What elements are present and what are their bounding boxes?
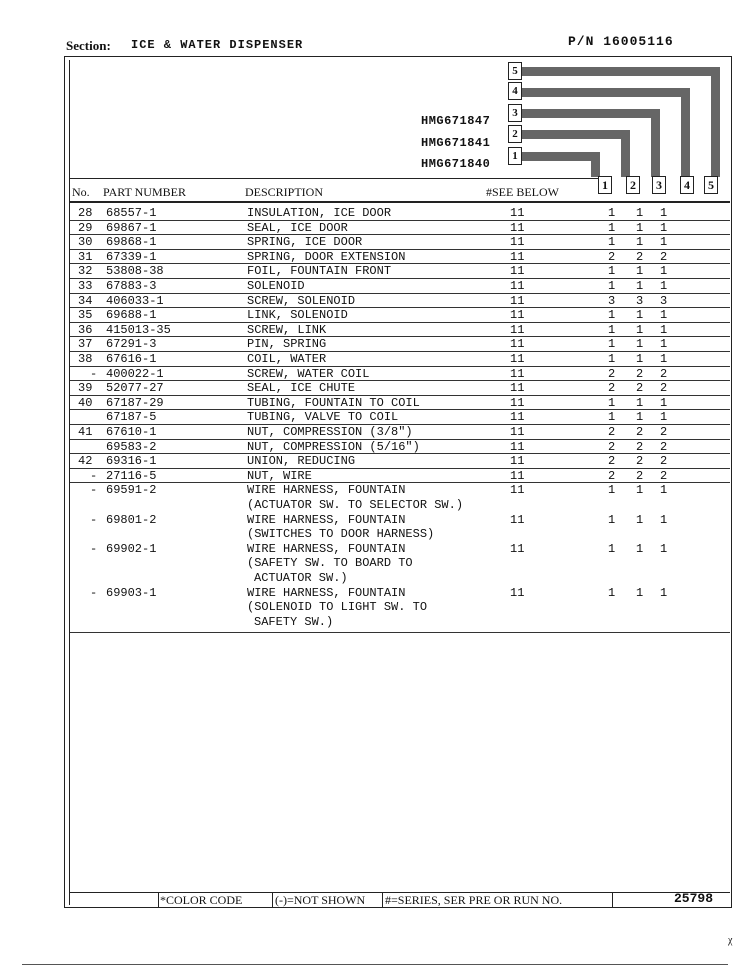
row-no: 37 <box>78 337 93 352</box>
connector-4-v <box>681 88 690 177</box>
row-part-number: 53808-38 <box>106 264 164 279</box>
row-qty-model-2: 1 <box>636 352 644 366</box>
row-no: - <box>90 468 98 483</box>
model-name-3: HMG671847 <box>421 114 491 128</box>
row-qty-model-1: 2 <box>608 425 616 439</box>
row-description-line: WIRE HARNESS, FOUNTAIN <box>247 541 406 556</box>
row-qty-model-3: 1 <box>660 541 668 556</box>
connector-5-h <box>522 67 720 76</box>
row-no: - <box>90 366 98 381</box>
row-series: 11 <box>510 541 525 556</box>
table-row <box>70 381 730 396</box>
row-part-number: 69583-2 <box>106 439 157 454</box>
row-qty-model-1: 1 <box>608 206 616 220</box>
table-row <box>70 206 730 221</box>
page-bottom-rule <box>22 964 728 965</box>
footer-color-code: *COLOR CODE <box>160 893 243 907</box>
row-part-number: 400022-1 <box>106 366 164 381</box>
row-qty-model-2: 2 <box>636 249 644 264</box>
row-series: 11 <box>510 425 525 439</box>
row-no: 30 <box>78 235 93 250</box>
row-description-line: SCREW, LINK <box>247 322 327 337</box>
row-qty-model-1: 2 <box>608 468 616 483</box>
row-qty-model-1: 2 <box>608 381 616 396</box>
row-qty-model-2: 1 <box>636 337 644 352</box>
row-no: - <box>90 585 98 600</box>
row-qty-model-3: 1 <box>660 512 668 527</box>
connector-5-v <box>711 67 720 177</box>
row-part-number: 68557-1 <box>106 206 157 220</box>
row-description-line: INSULATION, ICE DOOR <box>247 206 392 220</box>
table-row <box>70 250 730 265</box>
row-series: 11 <box>510 279 525 293</box>
row-series: 11 <box>510 235 525 250</box>
row-description-line: NUT, WIRE <box>247 468 312 483</box>
row-qty-model-2: 2 <box>636 439 644 454</box>
row-qty-model-1: 1 <box>608 337 616 352</box>
row-qty-model-2: 1 <box>636 220 644 235</box>
row-qty-model-1: 1 <box>608 235 616 250</box>
row-series: 11 <box>510 366 525 381</box>
row-part-number: 67187-5 <box>106 410 157 425</box>
table-row <box>70 440 730 455</box>
row-series: 11 <box>510 206 525 220</box>
row-description-line: ACTUATOR SW.) <box>254 570 348 585</box>
document-number: 25798 <box>674 891 714 906</box>
row-qty-model-1: 1 <box>608 410 616 425</box>
row-qty-model-1: 1 <box>608 264 616 279</box>
row-qty-model-2: 1 <box>636 308 644 323</box>
row-qty-model-1: 1 <box>608 512 616 527</box>
row-qty-model-2: 1 <box>636 235 644 250</box>
row-qty-model-2: 2 <box>636 425 644 439</box>
row-qty-model-3: 1 <box>660 264 668 279</box>
row-no: 36 <box>78 322 93 337</box>
row-qty-model-1: 2 <box>608 454 616 469</box>
row-qty-model-2: 1 <box>636 585 644 600</box>
model-box-2: 2 <box>508 125 522 143</box>
row-qty-model-2: 1 <box>636 206 644 220</box>
row-no: 31 <box>78 249 93 264</box>
row-no: 40 <box>78 395 93 410</box>
table-row <box>70 367 730 382</box>
row-description-line: SCREW, WATER COIL <box>247 366 370 381</box>
row-series: 11 <box>510 352 525 366</box>
row-no: 28 <box>78 206 93 220</box>
row-qty-model-3: 1 <box>660 410 668 425</box>
row-part-number: 67339-1 <box>106 249 157 264</box>
col-model-5: 5 <box>704 176 718 194</box>
row-description-line: TUBING, FOUNTAIN TO COIL <box>247 395 420 410</box>
header-rule <box>70 201 730 203</box>
row-no: 41 <box>78 425 93 439</box>
row-qty-model-2: 2 <box>636 468 644 483</box>
row-series: 11 <box>510 337 525 352</box>
row-no: 32 <box>78 264 93 279</box>
row-no: 29 <box>78 220 93 235</box>
row-qty-model-2: 2 <box>636 454 644 469</box>
col-see-below: #SEE BELOW <box>486 185 559 199</box>
row-part-number: 69801-2 <box>106 512 157 527</box>
row-part-number: 406033-1 <box>106 293 164 308</box>
row-series: 11 <box>510 410 525 425</box>
row-series: 11 <box>510 322 525 337</box>
row-series: 11 <box>510 395 525 410</box>
row-qty-model-2: 1 <box>636 483 644 498</box>
part-number-header: P/N 16005116 <box>568 34 674 49</box>
table-row <box>70 294 730 309</box>
row-qty-model-3: 2 <box>660 425 668 439</box>
row-description-line: (ACTUATOR SW. TO SELECTOR SW.) <box>247 497 464 512</box>
table-row <box>70 264 730 279</box>
col-model-1: 1 <box>598 176 612 194</box>
row-qty-model-1: 2 <box>608 249 616 264</box>
row-description-line: WIRE HARNESS, FOUNTAIN <box>247 585 406 600</box>
row-qty-model-1: 1 <box>608 352 616 366</box>
footer-sep-4 <box>612 893 613 908</box>
row-description-line: SPRING, ICE DOOR <box>247 235 363 250</box>
row-series: 11 <box>510 293 525 308</box>
row-description-line: TUBING, VALVE TO COIL <box>247 410 399 425</box>
row-qty-model-2: 3 <box>636 293 644 308</box>
table-row <box>70 542 730 586</box>
row-description-line: SEAL, ICE CHUTE <box>247 381 356 396</box>
footer-series-note: #=SERIES, SER PRE OR RUN NO. <box>385 893 563 907</box>
row-qty-model-1: 1 <box>608 541 616 556</box>
row-description-line: (SWITCHES TO DOOR HARNESS) <box>247 527 435 542</box>
model-box-1: 1 <box>508 147 522 165</box>
row-description-line: SEAL, ICE DOOR <box>247 220 348 235</box>
row-no: 42 <box>78 454 93 469</box>
row-qty-model-3: 1 <box>660 235 668 250</box>
table-row <box>70 425 730 440</box>
connector-4-h <box>522 88 690 97</box>
table-row <box>70 513 730 542</box>
model-box-4: 4 <box>508 82 522 100</box>
table-row <box>70 454 730 469</box>
model-name-2: HMG671841 <box>421 136 491 150</box>
row-qty-model-2: 1 <box>636 541 644 556</box>
row-no: 33 <box>78 279 93 293</box>
table-row <box>70 586 730 630</box>
connector-3-h <box>522 109 660 118</box>
footer-not-shown: (-)=NOT SHOWN <box>275 893 366 907</box>
table-row <box>70 396 730 411</box>
row-series: 11 <box>510 308 525 323</box>
row-qty-model-2: 1 <box>636 322 644 337</box>
row-description-line: SCREW, SOLENOID <box>247 293 356 308</box>
row-part-number: 67187-29 <box>106 395 164 410</box>
row-part-number: 67291-3 <box>106 337 157 352</box>
row-description-line: (SOLENOID TO LIGHT SW. TO <box>247 600 428 615</box>
row-qty-model-1: 1 <box>608 395 616 410</box>
row-description-line: WIRE HARNESS, FOUNTAIN <box>247 512 406 527</box>
row-qty-model-2: 1 <box>636 264 644 279</box>
connector-3-v <box>651 109 660 177</box>
connector-1-v <box>591 152 600 177</box>
row-no: - <box>90 512 98 527</box>
row-qty-model-3: 2 <box>660 439 668 454</box>
row-series: 11 <box>510 483 525 498</box>
row-no: - <box>90 483 98 498</box>
row-part-number: 69688-1 <box>106 308 157 323</box>
row-qty-model-2: 2 <box>636 366 644 381</box>
row-qty-model-3: 1 <box>660 322 668 337</box>
row-series: 11 <box>510 264 525 279</box>
header-top-rule <box>70 178 598 179</box>
table-row <box>70 469 730 484</box>
row-qty-model-3: 1 <box>660 483 668 498</box>
row-description-line: (SAFETY SW. TO BOARD TO <box>247 556 413 571</box>
row-qty-model-3: 1 <box>660 337 668 352</box>
connector-2-h <box>522 130 630 139</box>
table-row <box>70 308 730 323</box>
row-part-number: 69903-1 <box>106 585 157 600</box>
row-description-line: NUT, COMPRESSION (5/16") <box>247 439 420 454</box>
section-value: ICE & WATER DISPENSER <box>131 38 304 52</box>
row-qty-model-1: 1 <box>608 483 616 498</box>
row-part-number: 69902-1 <box>106 541 157 556</box>
row-series: 11 <box>510 439 525 454</box>
row-qty-model-3: 1 <box>660 352 668 366</box>
connector-2-v <box>621 130 630 177</box>
row-description-line: LINK, SOLENOID <box>247 308 348 323</box>
row-part-number: 415013-35 <box>106 322 171 337</box>
table-row <box>70 323 730 338</box>
row-part-number: 69591-2 <box>106 483 157 498</box>
row-part-number: 27116-5 <box>106 468 157 483</box>
list-bottom-rule <box>70 632 730 633</box>
row-qty-model-1: 1 <box>608 585 616 600</box>
row-qty-model-3: 2 <box>660 249 668 264</box>
row-no: 39 <box>78 381 93 396</box>
table-row <box>70 337 730 352</box>
row-qty-model-3: 1 <box>660 206 668 220</box>
row-description-line: UNION, REDUCING <box>247 454 356 469</box>
row-qty-model-3: 1 <box>660 395 668 410</box>
row-qty-model-2: 1 <box>636 395 644 410</box>
row-description-line: SOLENOID <box>247 279 305 293</box>
row-qty-model-3: 1 <box>660 308 668 323</box>
footer-sep-2 <box>272 893 273 908</box>
row-part-number: 69867-1 <box>106 220 157 235</box>
row-series: 11 <box>510 468 525 483</box>
row-part-number: 67610-1 <box>106 425 157 439</box>
row-part-number: 67883-3 <box>106 279 157 293</box>
row-series: 11 <box>510 220 525 235</box>
row-series: 11 <box>510 585 525 600</box>
model-name-1: HMG671840 <box>421 157 491 171</box>
row-qty-model-3: 2 <box>660 381 668 396</box>
model-box-5: 5 <box>508 62 522 80</box>
row-qty-model-3: 2 <box>660 468 668 483</box>
row-qty-model-1: 3 <box>608 293 616 308</box>
row-qty-model-1: 2 <box>608 439 616 454</box>
row-series: 11 <box>510 454 525 469</box>
row-description-line: COIL, WATER <box>247 352 327 366</box>
table-row <box>70 279 730 294</box>
col-description: DESCRIPTION <box>245 185 324 199</box>
row-description-line: SAFETY SW.) <box>254 614 334 629</box>
row-qty-model-3: 2 <box>660 366 668 381</box>
row-qty-model-2: 2 <box>636 381 644 396</box>
table-row <box>70 352 730 367</box>
row-description-line: WIRE HARNESS, FOUNTAIN <box>247 483 406 498</box>
row-qty-model-3: 1 <box>660 585 668 600</box>
row-qty-model-2: 1 <box>636 410 644 425</box>
row-qty-model-3: 1 <box>660 279 668 293</box>
row-qty-model-2: 1 <box>636 512 644 527</box>
section-label: Section: <box>66 38 111 53</box>
row-qty-model-1: 2 <box>608 366 616 381</box>
footer-sep-1 <box>158 893 159 908</box>
row-no: 35 <box>78 308 93 323</box>
row-part-number: 67616-1 <box>106 352 157 366</box>
row-description-line: NUT, COMPRESSION (3/8") <box>247 425 413 439</box>
col-model-4: 4 <box>680 176 694 194</box>
row-series: 11 <box>510 512 525 527</box>
table-row <box>70 410 730 425</box>
row-qty-model-1: 1 <box>608 308 616 323</box>
row-description-line: PIN, SPRING <box>247 337 327 352</box>
col-part-number: PART NUMBER <box>103 185 186 199</box>
footer-sep-3 <box>382 893 383 908</box>
row-series: 11 <box>510 249 525 264</box>
row-qty-model-3: 2 <box>660 454 668 469</box>
table-row <box>70 483 730 512</box>
row-part-number: 52077-27 <box>106 381 164 396</box>
connector-1-h <box>522 152 600 161</box>
row-qty-model-1: 1 <box>608 220 616 235</box>
model-box-3: 3 <box>508 104 522 122</box>
row-description-line: FOIL, FOUNTAIN FRONT <box>247 264 392 279</box>
table-row <box>70 235 730 250</box>
col-model-3: 3 <box>652 176 666 194</box>
row-no: 38 <box>78 352 93 366</box>
row-part-number: 69868-1 <box>106 235 157 250</box>
row-series: 11 <box>510 381 525 396</box>
row-description-line: SPRING, DOOR EXTENSION <box>247 249 406 264</box>
corner-mark: χ <box>728 935 733 946</box>
row-qty-model-3: 3 <box>660 293 668 308</box>
col-no: No. <box>72 185 90 199</box>
row-part-number: 69316-1 <box>106 454 157 469</box>
row-no: - <box>90 541 98 556</box>
row-qty-model-1: 1 <box>608 322 616 337</box>
row-no: 34 <box>78 293 93 308</box>
row-qty-model-2: 1 <box>636 279 644 293</box>
row-qty-model-3: 1 <box>660 220 668 235</box>
table-row <box>70 221 730 236</box>
row-qty-model-1: 1 <box>608 279 616 293</box>
col-model-2: 2 <box>626 176 640 194</box>
